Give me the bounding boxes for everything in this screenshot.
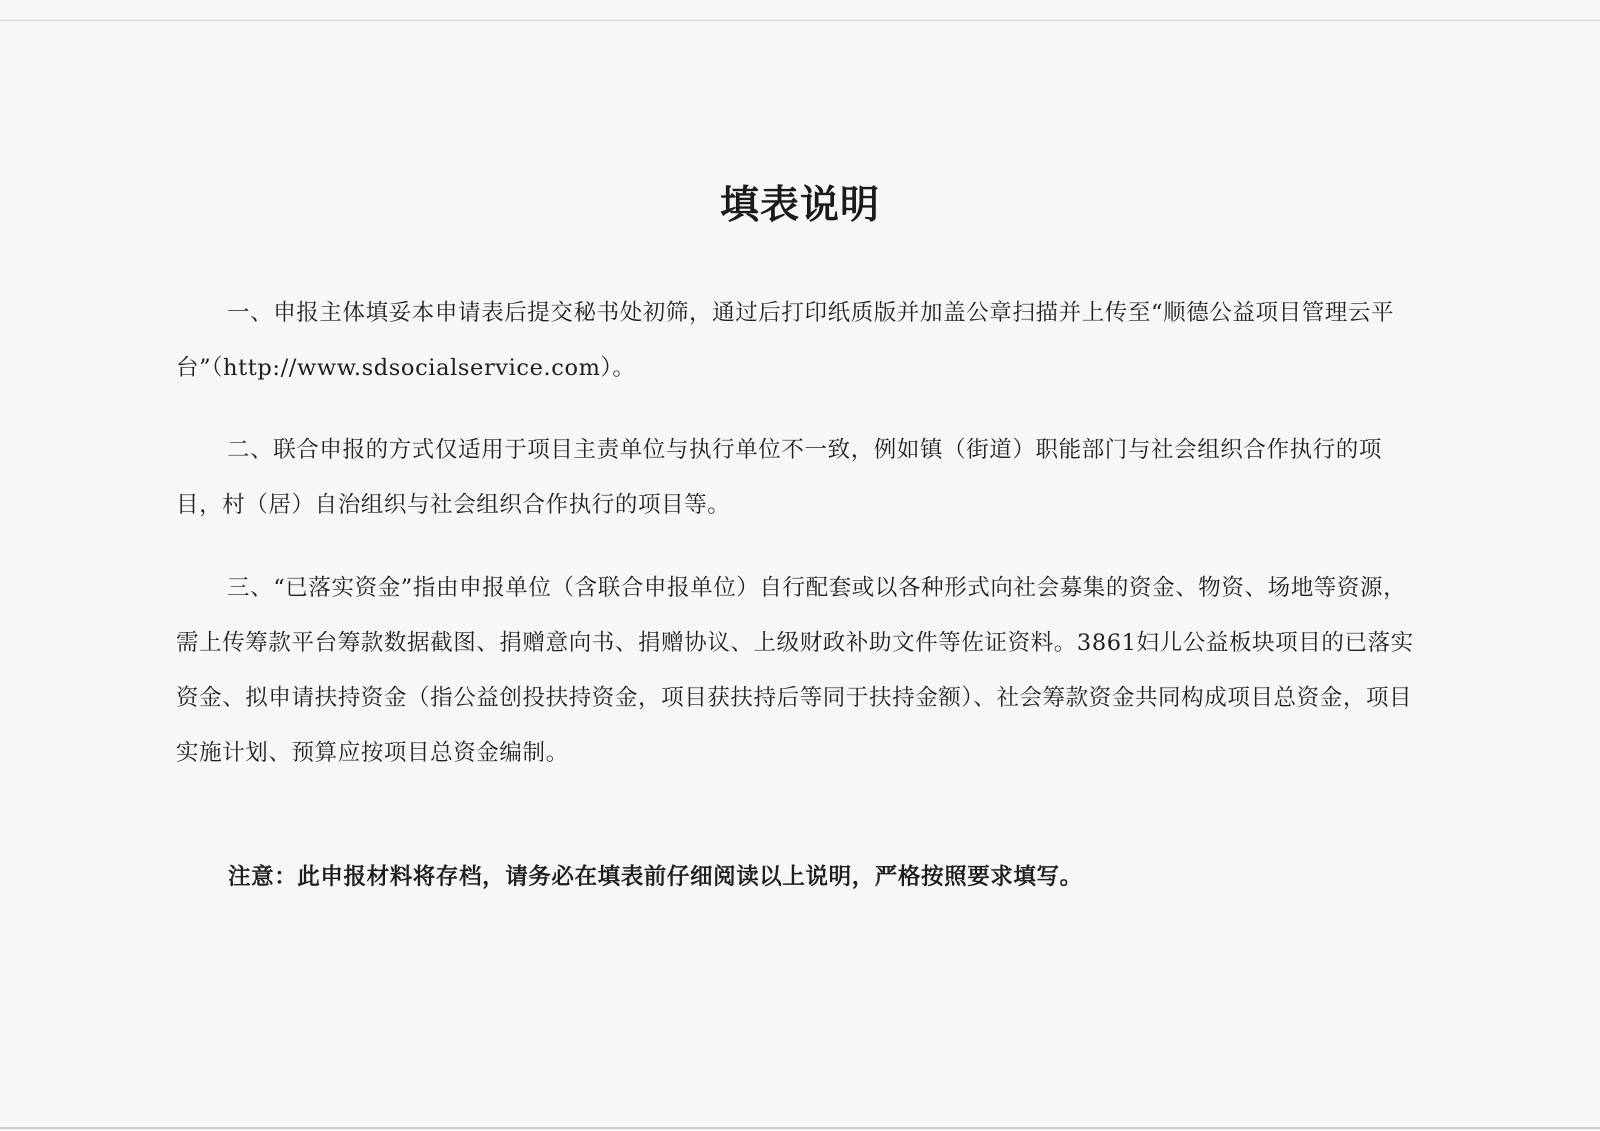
important-note: 注意：此申报材料将存档，请务必在填表前仔细阅读以上说明，严格按照要求填写。 — [228, 864, 1083, 890]
scan-edge-line-top — [0, 20, 1600, 21]
instruction-paragraph-2: 二、联合申报的方式仅适用于项目主责单位与执行单位不一致，例如镇（街道）职能部门与社会组织合作执行的项目，村（居）自治组织与社会组织合作执行的项目等。 — [176, 437, 1383, 518]
page-title: 填表说明 — [719, 183, 880, 228]
scan-edge-line-bottom — [0, 1127, 1600, 1129]
instruction-paragraph-1: 一、申报主体填妥本申请表后提交秘书处初筛，通过后打印纸质版并加盖公章扫描并上传至“顺德公益项目管理云平台”（http://www.sdsocialservice.com）。 — [176, 300, 1395, 381]
instruction-paragraph-3: 三、“已落实资金”指由申报单位（含联合申报单位）自行配套或以各种形式向社会募集的资金、物资、场地等资源，需上传筹款平台筹款数据截图、捐赠意向书、捐赠协议、上级财政补助文件等佐证资料。3861妇儿公益板块项目的已落实资金、拟申请扶持资金（指公益创投扶持资金，项目获扶持后等同于扶持金额）、社会筹款资金共同构成项目总资金，项目实施计划、预算应按项目总资金编制。 — [176, 575, 1414, 766]
